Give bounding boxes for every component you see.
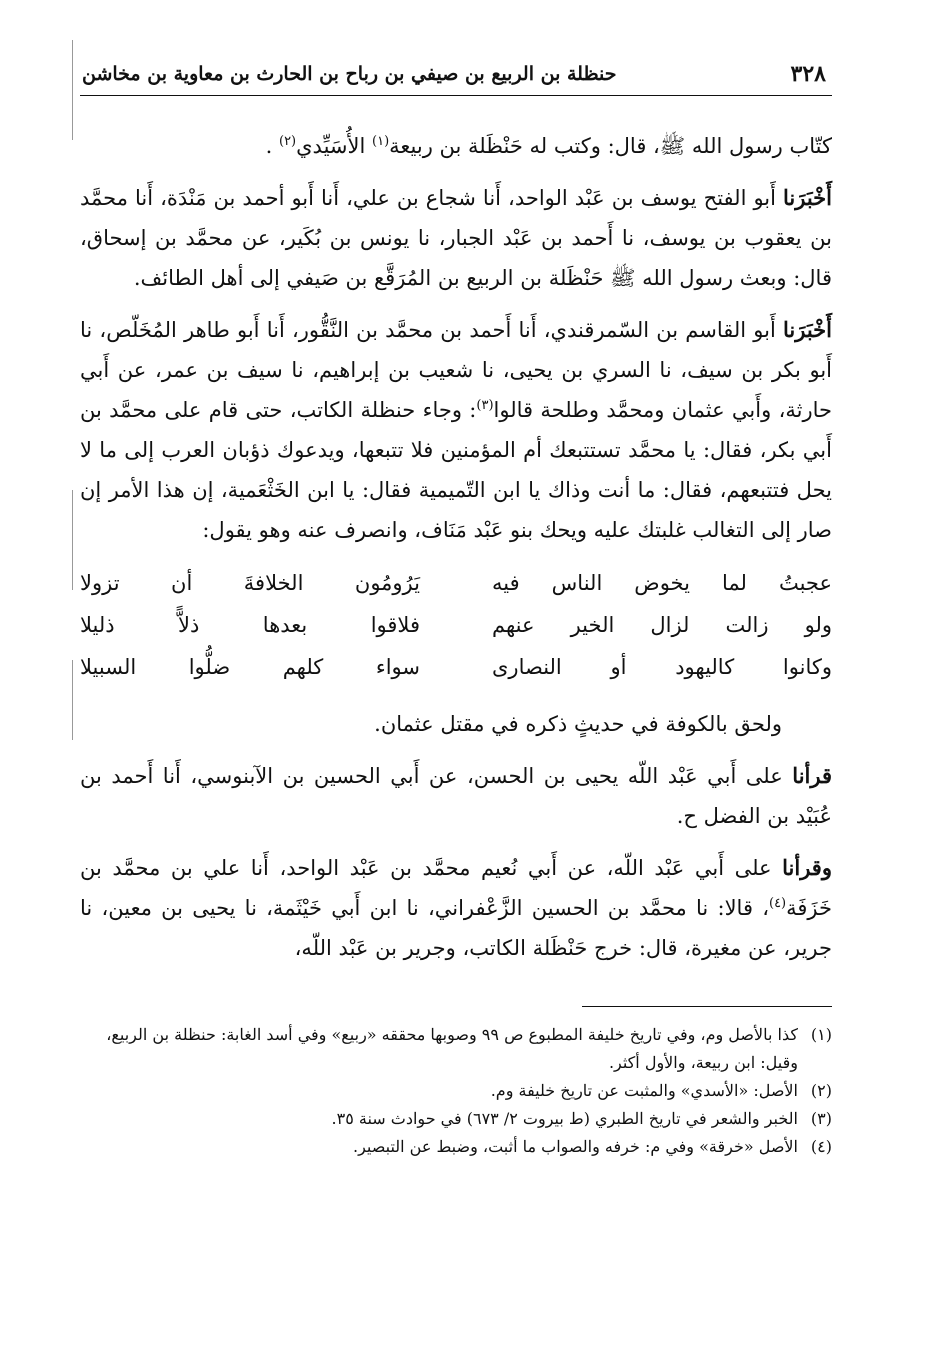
margin-rule-poem <box>72 660 73 740</box>
page-number: ٣٢٨ <box>790 61 826 87</box>
verse-line <box>80 646 832 688</box>
footnote-text: كذا بالأصل وم، وفي تاريخ خليفة المطبوع ص ٩٩ وصوبها محققه «ربيع» وفي أسد الغابة: حنظلة بن الربيع، وقيل: ابن ربيعة، والأول أكثر. <box>106 1025 798 1072</box>
verse-second-hemistich: يَرُومُون الخلافةَ أن تزولا <box>80 571 420 595</box>
verse-first-hemistich: وكانوا كاليهود أو النصارى <box>492 655 832 679</box>
footnote-number: (٣) <box>810 1109 832 1128</box>
footnote-number: (١) <box>810 1025 832 1044</box>
verse-first-hemistich: ولو زالت لزال الخير عنهم <box>492 613 832 637</box>
verse-second-hemistich: فلاقوا بعدها ذلاًّ ذليلا <box>80 613 420 637</box>
footnote-text: الخبر والشعر في تاريخ الطبري (ط بيروت ٢/ ٦٧٣) في حوادث سنة ٣٥. <box>331 1109 798 1128</box>
paragraph-text: ، قالا: نا محمَّد بن الحسين الزَّعْفراني، نا ابن أَبي خَيْثَمة، نا يحيى بن معين، نا جرير، عن مغيرة، قال: خرج حَنْظَلة الكاتب، وجرير بن عَبْد اللّه، <box>80 896 832 960</box>
footnotes <box>80 1021 832 1161</box>
paragraph-text: أَبو القاسم بن السّمرقندي، أَنا أَحمد بن محمَّد بن النَّقُّور، أَنا أَبو طاهر المُخَلّص، نا أَبو بكر بن سيف، نا السري بن يحيى، نا شعيب بن إبراهيم، نا سيف بن عمر، عن أَبي حارثة، وأَبي عثمان ومحمَّد وطلحة قالوا <box>80 318 832 422</box>
paragraph-text: : وجاء حنظلة الكاتب، حتى قام على محمَّد بن أَبي بكر، فقال: يا محمَّد تستتبعك أم المؤمنين فلا تتبعها، ويدعوك ذؤبان العرب إلى ما لا يحل فتتبعهم، فقال: ما أنت وذاك يا ابن التّميمية فقال: يا ابن الخَثْعَمية، إن هذا الأمر إن صار إلى التغالب غلبتك عليه ويحك بنو عَبْد مَنَاف، وانصرف عنه وهو يقول: <box>80 398 832 542</box>
paragraph-text: على أَبي عَبْد اللّه، عن أَبي نُعيم محمَّد بن عَبْد الواحد، أَنا علي بن محمَّد بن خَزَفَة <box>80 856 832 920</box>
footnote-ref: (١) <box>372 134 390 149</box>
poem <box>80 562 832 688</box>
paragraph-5 <box>80 756 832 836</box>
page-header <box>80 55 832 96</box>
footnote-text: الأصل «خرقة» وفي م: خرفه والصواب ما أثبت، وضبط عن التبصير. <box>353 1137 798 1156</box>
footnote-separator <box>582 1006 832 1007</box>
isnad-lead: وقرأنا <box>782 855 832 880</box>
paragraph-3 <box>80 310 832 550</box>
verse-line <box>80 604 832 646</box>
verse-line <box>80 562 832 604</box>
paragraph-text: أَبو الفتح يوسف بن عَبْد الواحد، أَنا شجاع بن علي، أَنا أَبو أحمد بن مَنْدَة، أَنا محمَّد بن يعقوب بن يوسف، نا أَحمد بن عَبْد الجبار، نا يونس بن بُكَير، عن محمَّد بن إسحاق، قال: وبعث رسول الله ﷺ حَنْظَلة بن الربيع بن المُرَقَّع بن صَيفي إلى أهل الطائف. <box>80 186 832 290</box>
footnote-number: (٤) <box>810 1137 832 1156</box>
footnote <box>80 1133 832 1161</box>
paragraph-text: الأُسَيِّدي <box>296 134 373 158</box>
verse-first-hemistich: عجبتُ لما يخوض الناس فيه <box>492 571 832 595</box>
footnote <box>80 1077 832 1105</box>
book-page <box>80 55 832 1305</box>
isnad-lead: أَخْبَرَنا <box>783 317 832 342</box>
running-title: حنظلة بن الربيع بن صيفي بن رباح بن الحارث بن معاوية بن مخاشن <box>82 63 617 85</box>
footnote <box>80 1105 832 1133</box>
margin-rule-top <box>72 40 73 140</box>
paragraph-2 <box>80 178 832 298</box>
margin-rule-middle <box>72 490 73 590</box>
isnad-lead: قرأنا <box>792 763 832 788</box>
verse-second-hemistich: سواء كلهم ضلُّوا السبيلا <box>80 655 420 679</box>
footnote <box>80 1021 832 1077</box>
paragraph-text: ولحق بالكوفة في حديثٍ ذكره في مقتل عثمان. <box>374 712 782 736</box>
footnote-number: (٢) <box>810 1081 832 1100</box>
paragraph-text: كتّاب رسول الله ﷺ، قال: وكتب له حَنْظَلة بن ربيعة <box>389 134 832 158</box>
paragraph-text: على أَبي عَبْد اللّه يحيى بن الحسن، عن أَبي الحسين بن الآبنوسي، أَنا أَحمد بن عُبَيْد بن الفضل ح. <box>80 764 832 828</box>
paragraph-4 <box>80 704 832 744</box>
paragraph-text: . <box>265 134 279 158</box>
footnote-ref: (٤) <box>768 896 787 911</box>
footnote-ref: (٢) <box>278 134 297 149</box>
page-body <box>80 126 832 968</box>
paragraph-6 <box>80 848 832 968</box>
footnote-text: الأصل: «الأسدي» والمثبت عن تاريخ خليفة وم. <box>490 1081 798 1100</box>
isnad-lead: أَخْبَرَنا <box>783 185 832 210</box>
paragraph-1 <box>80 126 832 166</box>
footnote-ref: (٣) <box>476 398 494 413</box>
